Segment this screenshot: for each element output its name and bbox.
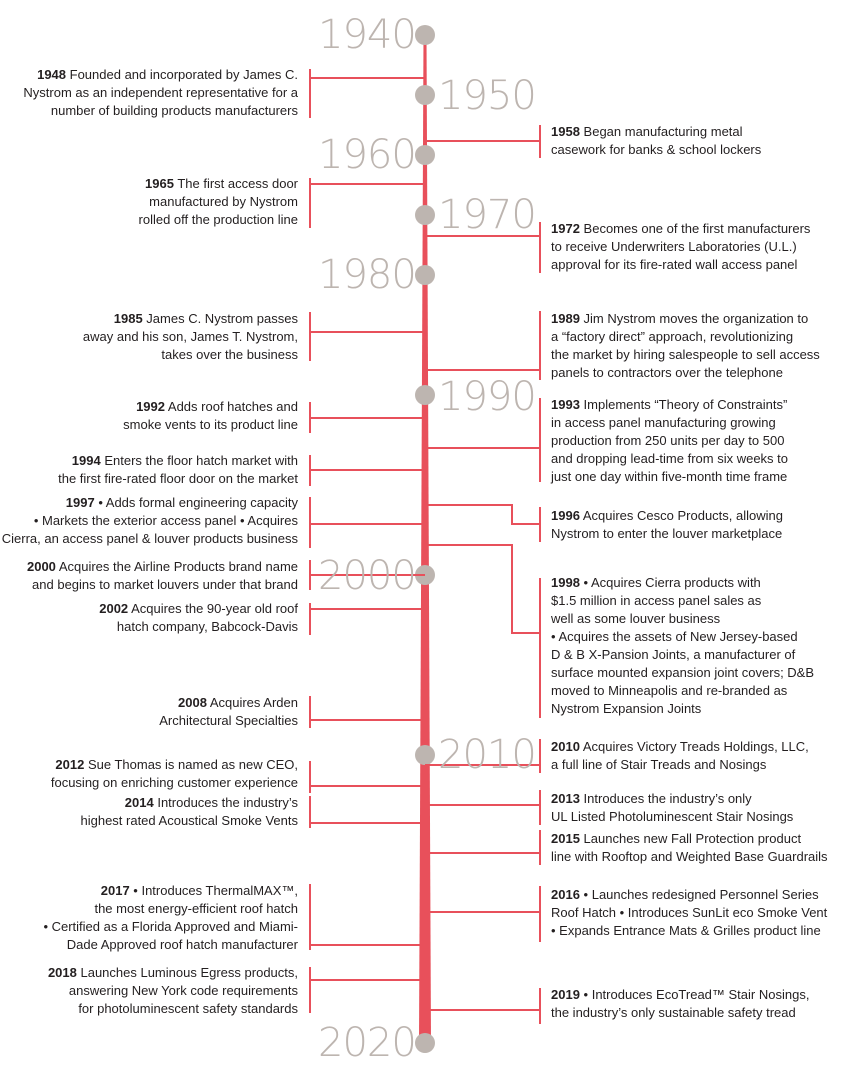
event-2019 xyxy=(551,986,809,1022)
event-year: 2019 xyxy=(551,987,580,1002)
event-connector-1998 xyxy=(425,545,540,633)
event-text: • Adds formal engineering capacity • Markets the exterior access panel • Acquires Cierra, an access panel & louver products business xyxy=(1,495,298,546)
event-1985 xyxy=(83,310,298,364)
event-1993 xyxy=(551,396,788,486)
event-1989 xyxy=(551,310,820,382)
decade-dot-1940 xyxy=(415,25,435,45)
decade-label-1980: 1980 xyxy=(318,252,416,298)
event-year: 1997 xyxy=(65,495,95,510)
event-year: 2015 xyxy=(551,831,580,846)
decade-label-1950: 1950 xyxy=(438,73,536,119)
event-text: Acquires the Airline Products brand name and begins to market louvers under that brand xyxy=(32,559,298,592)
event-text: Acquires Arden Architectural Specialties xyxy=(159,695,298,728)
event-text: • Acquires Cierra products with $1.5 million in access panel sales as well as some louver business • Acquires the assets of New Jersey-based D & B X-Pansion Joints, a manufacturer of surface mounted expansion joint covers; D&B moved to Minneapolis and re-branded as Nystrom Expansion Joints xyxy=(551,575,815,716)
event-2012 xyxy=(51,756,298,792)
event-text: Acquires Cesco Products, allowing Nystrom to enter the louver marketplace xyxy=(551,508,783,541)
event-year: 1989 xyxy=(551,311,580,326)
event-2000 xyxy=(27,558,298,594)
decade-label-2010: 2010 xyxy=(438,732,536,778)
event-2017 xyxy=(43,882,298,954)
decade-dot-1970 xyxy=(415,205,435,225)
event-text: Sue Thomas is named as new CEO, focusing on enriching customer experience xyxy=(50,757,298,790)
event-2014 xyxy=(80,794,298,830)
event-1998 xyxy=(551,574,814,718)
event-2015 xyxy=(551,830,828,866)
event-text: • Introduces ThermalMAX™, the most energy-efficient roof hatch • Certified as a Florida Approved and Miami- Dade Approved roof hatch manufacturer xyxy=(43,883,298,952)
event-text: Introduces the industry’s highest rated Acoustical Smoke Vents xyxy=(80,795,298,828)
event-year: 1948 xyxy=(37,67,67,82)
decade-dot-1990 xyxy=(415,385,435,405)
event-2008 xyxy=(159,694,298,730)
event-year: 2013 xyxy=(551,791,580,806)
event-text: Introduces the industry’s only UL Listed Photoluminescent Stair Nosings xyxy=(551,791,794,824)
decade-label-1970: 1970 xyxy=(438,192,536,238)
event-1972 xyxy=(551,220,810,274)
event-year: 1992 xyxy=(136,399,165,414)
event-year: 2016 xyxy=(551,887,580,902)
event-1997 xyxy=(2,494,298,548)
event-text: Becomes one of the first manufacturers to receive Underwriters Laboratories (U.L.) approval for its fire-rated wall access panel xyxy=(551,221,811,272)
decade-dot-2020 xyxy=(415,1033,435,1053)
event-2013 xyxy=(551,790,793,826)
event-1994 xyxy=(58,452,298,488)
event-year: 2012 xyxy=(55,757,85,772)
event-year: 2002 xyxy=(99,601,129,616)
decade-dot-2010 xyxy=(415,745,435,765)
event-text: Acquires the 90-year old roof hatch company, Babcock-Davis xyxy=(116,601,298,634)
decade-dot-1980 xyxy=(415,265,435,285)
event-text: Acquires Victory Treads Holdings, LLC, a full line of Stair Treads and Nosings xyxy=(551,739,809,772)
decade-label-1990: 1990 xyxy=(438,374,536,420)
event-year: 1996 xyxy=(551,508,580,523)
decade-dot-1960 xyxy=(415,145,435,165)
event-text: Launches Luminous Egress products, answering New York code requirements for photoluminescent safety standards xyxy=(68,965,298,1016)
event-text: Began manufacturing metal casework for banks & school lockers xyxy=(551,124,762,157)
event-year: 1998 xyxy=(551,575,580,590)
event-1996 xyxy=(551,507,783,543)
event-1992 xyxy=(123,398,298,434)
timeline-axis xyxy=(419,35,431,1043)
event-year: 1985 xyxy=(113,311,143,326)
event-text: Launches new Fall Protection product line with Rooftop and Weighted Base Guardrails xyxy=(551,831,828,864)
event-text: Adds roof hatches and smoke vents to its product line xyxy=(123,399,298,432)
event-year: 2008 xyxy=(178,695,207,710)
decade-label-1940: 1940 xyxy=(318,12,416,58)
event-year: 1965 xyxy=(145,176,174,191)
event-year: 2000 xyxy=(26,559,56,574)
event-year: 2010 xyxy=(551,739,580,754)
event-2018 xyxy=(48,964,298,1018)
event-year: 2014 xyxy=(124,795,154,810)
event-year: 2017 xyxy=(100,883,130,898)
decade-label-2020: 2020 xyxy=(318,1020,416,1066)
event-text: Enters the floor hatch market with the first fire-rated floor door on the market xyxy=(58,453,298,486)
event-text: James C. Nystrom passes away and his son, James T. Nystrom, takes over the business xyxy=(82,311,298,362)
event-connector-1996 xyxy=(425,505,540,524)
event-year: 2018 xyxy=(47,965,77,980)
event-year: 1972 xyxy=(551,221,580,236)
event-text: • Introduces EcoTread™ Stair Nosings, the industry’s only sustainable safety tread xyxy=(551,987,810,1020)
event-text: • Launches redesigned Personnel Series Roof Hatch • Introduces SunLit eco Smoke Vent • Expands Entrance Mats & Grilles product line xyxy=(551,887,828,938)
event-text: Jim Nystrom moves the organization to a “factory direct” approach, revolutionizing the market by hiring salespeople to sell access panels to contractors over the telephone xyxy=(551,311,820,380)
event-1948 xyxy=(23,66,298,120)
event-year: 1994 xyxy=(71,453,101,468)
decade-label-2000: 2000 xyxy=(318,553,416,599)
event-2002 xyxy=(99,600,298,636)
event-2010 xyxy=(551,738,809,774)
decade-label-1960: 1960 xyxy=(318,132,416,178)
decade-dot-1950 xyxy=(415,85,435,105)
event-1965 xyxy=(139,175,298,229)
event-year: 1993 xyxy=(551,397,580,412)
event-text: Founded and incorporated by James C. Nystrom as an independent representative for a number of building products manufacturers xyxy=(23,67,298,118)
event-text: The first access door manufactured by Nystrom rolled off the production line xyxy=(138,176,298,227)
event-1958 xyxy=(551,123,761,159)
event-year: 1958 xyxy=(551,124,580,139)
event-2016 xyxy=(551,886,827,940)
event-text: Implements “Theory of Constraints” in access panel manufacturing growing production from 250 units per day to 500 and dropping lead-time from six weeks to just one day within five-month time frame xyxy=(551,397,789,484)
